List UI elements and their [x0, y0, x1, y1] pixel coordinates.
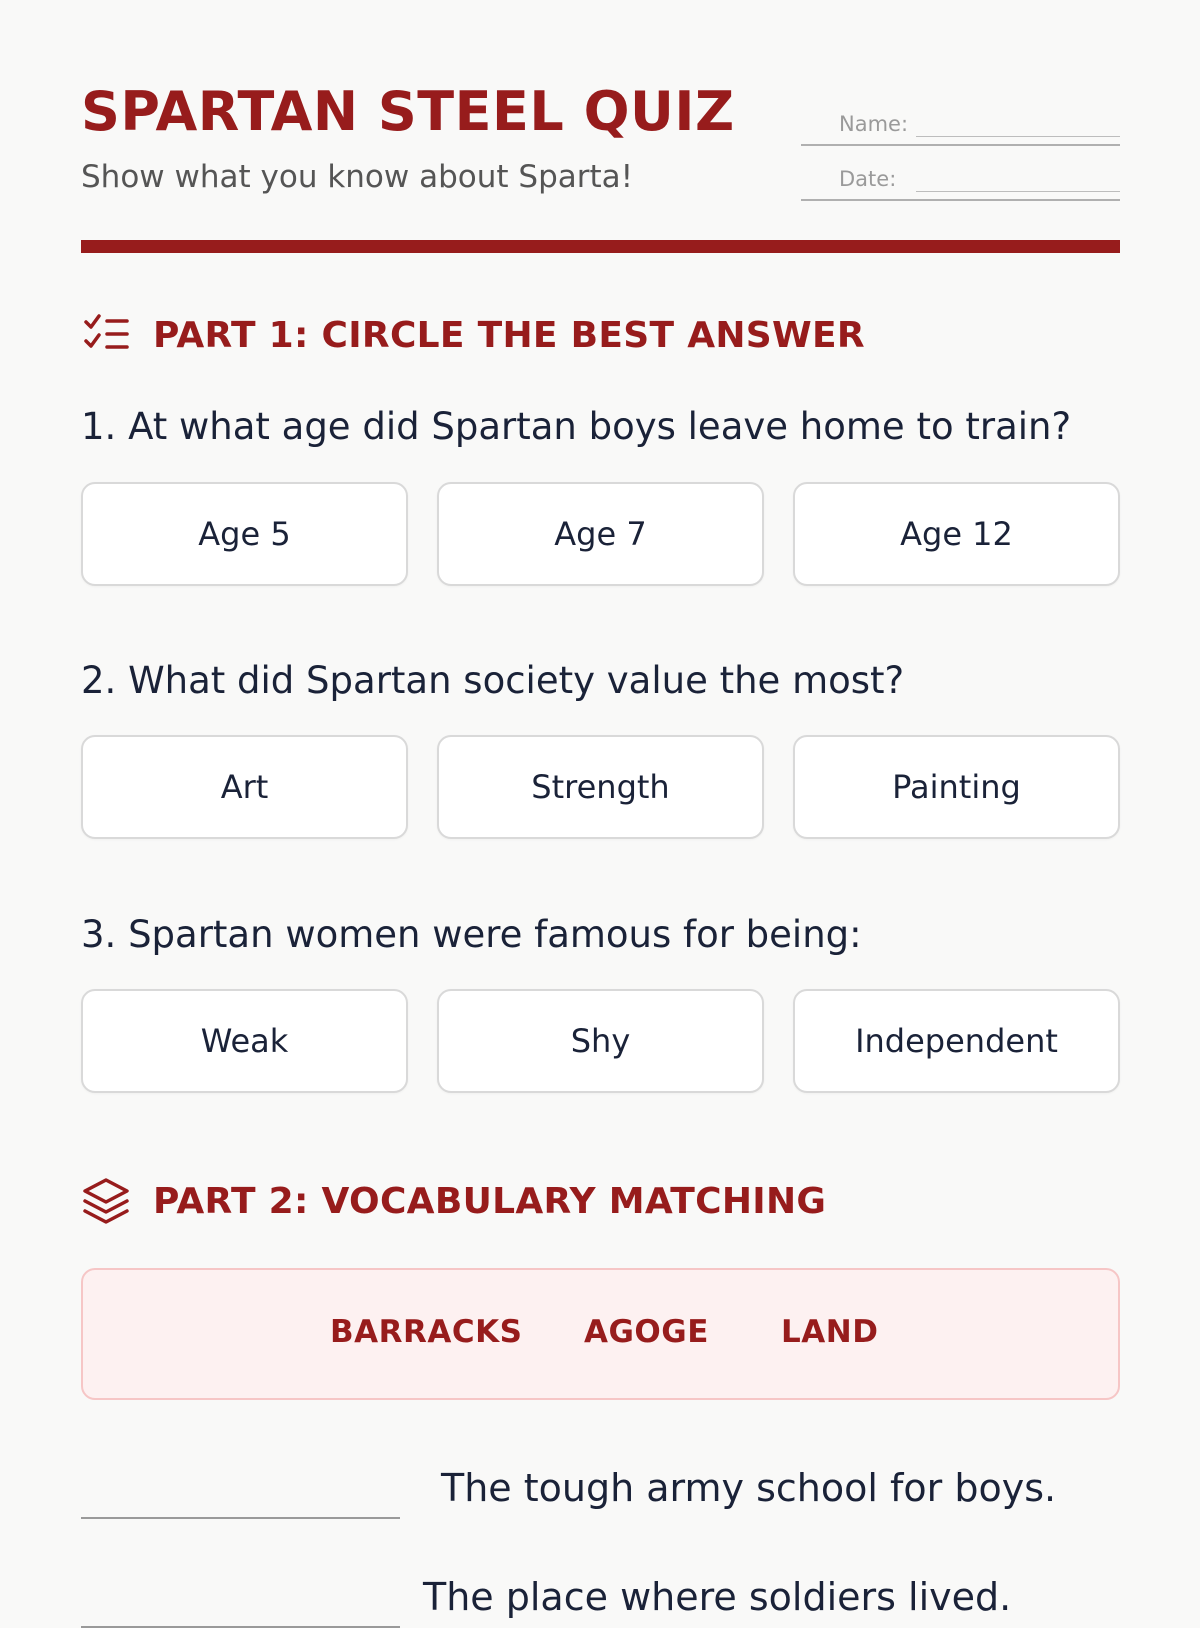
- question-3-options: [81, 989, 1120, 1093]
- word-bank-term: BARRACKS: [330, 1314, 523, 1350]
- question-2: 2. What did Spartan society value the most?: [81, 659, 905, 702]
- option-button[interactable]: Painting: [793, 735, 1120, 839]
- page-subtitle: Show what you know about Sparta!: [81, 159, 634, 195]
- word-bank: [81, 1268, 1120, 1400]
- answer-blank[interactable]: [81, 1517, 400, 1519]
- date-label: Date:: [839, 167, 897, 191]
- question-2-options: [81, 735, 1120, 839]
- name-blank-line[interactable]: [916, 136, 1120, 137]
- word-bank-term: AGOGE: [584, 1314, 709, 1350]
- option-button[interactable]: Weak: [81, 989, 408, 1093]
- option-button[interactable]: Shy: [437, 989, 764, 1093]
- page-title: SPARTAN STEEL QUIZ: [81, 80, 735, 143]
- part1-title: PART 1: CIRCLE THE BEST ANSWER: [153, 314, 865, 356]
- layers-icon: [81, 1176, 131, 1226]
- header-divider: [81, 240, 1120, 253]
- date-blank-line[interactable]: [916, 191, 1120, 192]
- part2-title: PART 2: VOCABULARY MATCHING: [153, 1180, 827, 1222]
- date-field[interactable]: [801, 163, 1120, 201]
- option-button[interactable]: Art: [81, 735, 408, 839]
- definition: The place where soldiers lived.: [423, 1575, 1012, 1619]
- part1-header: [81, 310, 865, 360]
- question-1-options: [81, 482, 1120, 586]
- word-bank-term: LAND: [781, 1314, 879, 1350]
- definition: The tough army school for boys.: [441, 1466, 1057, 1510]
- option-button[interactable]: Age 12: [793, 482, 1120, 586]
- part2-header: [81, 1176, 826, 1226]
- checklist-icon: [81, 310, 131, 360]
- question-3: 3. Spartan women were famous for being:: [81, 913, 862, 956]
- name-field[interactable]: [801, 108, 1120, 146]
- question-1: 1. At what age did Spartan boys leave home to train?: [81, 405, 1072, 448]
- option-button[interactable]: Strength: [437, 735, 764, 839]
- option-button[interactable]: Independent: [793, 989, 1120, 1093]
- name-label: Name:: [839, 112, 909, 136]
- option-button[interactable]: Age 7: [437, 482, 764, 586]
- option-button[interactable]: Age 5: [81, 482, 408, 586]
